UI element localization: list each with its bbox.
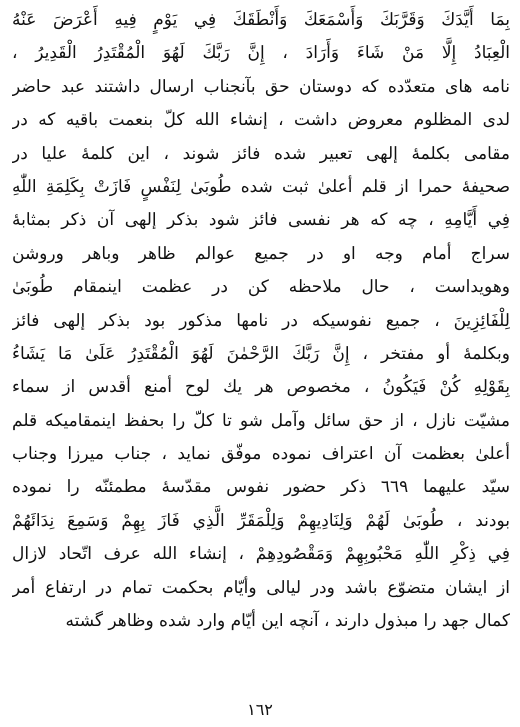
page-number: ١٦٢ bbox=[247, 700, 273, 719]
text-line: بِمَا أَيَّدَكَ وَقَرَّبَكَ وَأَسْمَعَكَ وَأَنْطَقَكَ فِي يَوْمٍ فِيهِ أَعْرَضَ عَنْهُ bbox=[12, 10, 510, 30]
text-line: أعلیٰ بعظمت آن اعتراف نموده موفّق نمايد ، جناب ميرزا وجناب bbox=[12, 444, 510, 465]
text-line: الْعِبَادُ إِلَّا مَنْ شَاءَ وَأَرَادَ ، إِنَّ رَبَّكَ لَهُوَ الْمُقْتَدِرُ الْقَدِيرُ ، bbox=[12, 43, 510, 64]
text-line: صحيفهٔ حمرا از قلم أعلیٰ ثبت شده طُوبَىٰ لِنَفْسٍ فَازَتْ بِكَلِمَةِ اللّٰهِ bbox=[12, 176, 510, 197]
text-line: از ايشان متضوّع باشد ودر ليالی وأيّام بحكمت تمام در ارتفاع أمر bbox=[12, 577, 510, 598]
text-line: فِي أَيَّامِهِ ، چه كه هر نفسی فائز شود بذكر إلهی آن ذكر بمثابهٔ bbox=[12, 210, 510, 231]
text-line: مقامی بكلمهٔ إلهی تعبير شده فائز شوند ، اين كلمهٔ عليا در bbox=[12, 143, 510, 164]
text-line: بِقَوْلِهِ كُنْ فَيَكُونُ ، مخصوص هر يك لوح أمنع أقدس از سماء bbox=[12, 377, 510, 398]
text-line: نامه های متعدّده که دوستان حق بآنجناب ارسال داشتند عبد حاضر bbox=[12, 76, 510, 97]
text-line: سراج أمام وجه او در جميع عوالم ظاهر وباهر وروشن bbox=[12, 243, 510, 264]
body-text bbox=[12, 4, 510, 638]
text-line: كمال جهد را مبذول دارند ، آنچه اين أيّام وارد شده وظاهر گشته bbox=[65, 611, 510, 632]
text-line: مشيّت نازل ، از حق سائل وآمل شو تا كلّ را بحفظ اينمقاميكه قلم bbox=[12, 410, 510, 431]
text-line: لِلْفَائِزِينَ ، جميع نفوسيكه در نامها مذكور بود بذكر إلهی فائز bbox=[12, 310, 510, 331]
text-line: فِي ذِكْرِ اللّٰهِ مَحْبُوبِهِمْ وَمَقْصُودِهِمْ ، إنشاء الله عرف اتّحاد لازال bbox=[12, 544, 510, 565]
text-line: وبكلمهٔ أو مفتخر ، إِنَّ رَبَّكَ الرَّحْمٰنَ لَهُوَ الْمُقْتَدِرُ عَلَىٰ مَا يَشَاءُ bbox=[12, 343, 510, 364]
text-line: وهويداست ، حال ملاحظه كن در عظمت اينمقام طُوبَىٰ bbox=[12, 277, 510, 298]
text-line: سيّد عليهما ٦٦٩ ذكر حضور نفوس مقدّسهٔ مطمئنّه را نموده bbox=[12, 477, 510, 498]
text-line: لدی المظلوم معروض داشت ، إنشاء الله كلّ بنعمت باقيه كه در bbox=[12, 110, 510, 131]
text-line: بودند ، طُوبَىٰ لَهُمْ وَلِنَادِيهِمْ وَلِلْمَقَرِّ الَّذِي فَازَ بِهِمْ وَسَمِعَ نِدَائَهُمْ bbox=[12, 510, 510, 531]
